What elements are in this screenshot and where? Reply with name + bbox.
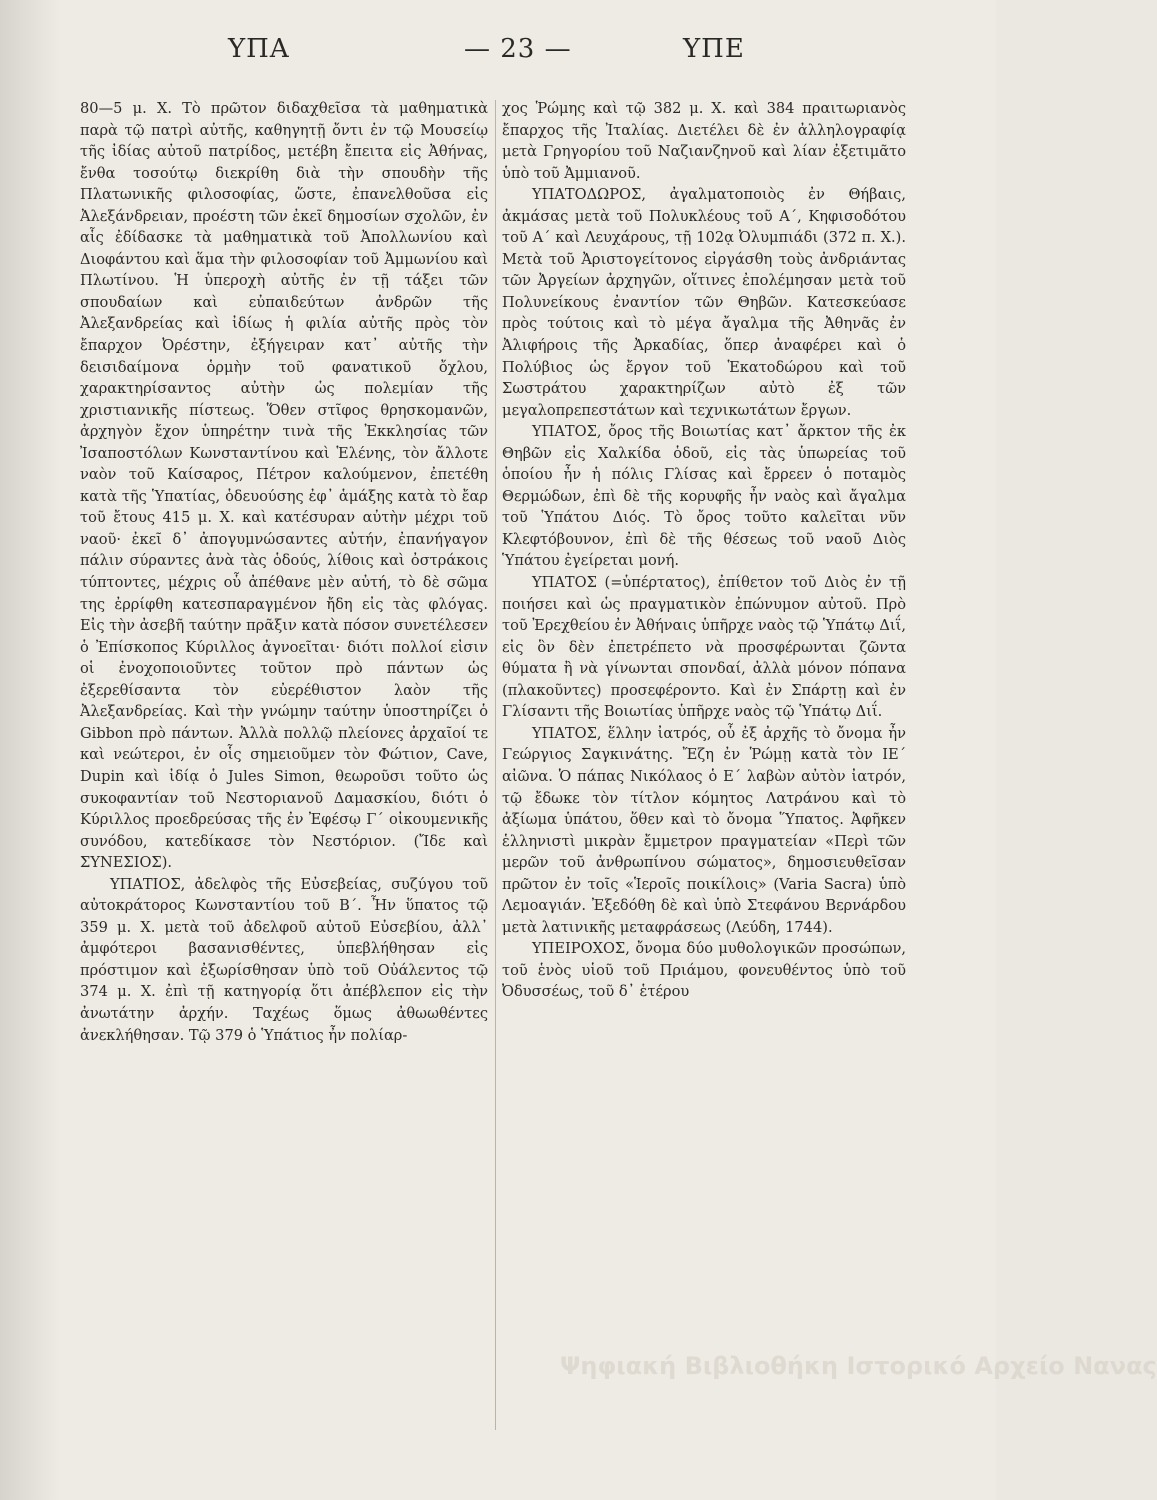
entry-hypatios-continued: χος Ῥώμης καὶ τῷ 382 μ. Χ. καὶ 384 πραιτωριανὸς ἔπαρχος τῆς Ἰταλίας. Διετέλει δὲ ἐν ἀλληλογραφίᾳ μετὰ Γρηγορίου τοῦ Ναζιανζηνοῦ καὶ λίαν ἐξετιμᾶτο ὑπὸ τοῦ Ἀμμιανοῦ. (502, 100, 906, 182)
header-right-guideword: ΥΠΕ (683, 34, 745, 64)
page-number: — 23 — (464, 34, 572, 64)
entry-hypatos-physician: ΥΠΑΤΟΣ, ἕλλην ἰατρός, οὗ ἐξ ἀρχῆς τὸ ὄνομα ἦν Γεώργιος Σαγκινάτης. Ἔζη ἐν Ῥώμῃ κατὰ τὸν ΙΕ´ αἰῶνα. Ὁ πάπας Νικόλαος ὁ Ε´ λαβὼν αὐτὸν ἰατρόν, τῷ ἔδωκε τὸν τίτλον κόμητος Λατράνου καὶ τὸ ἀξίωμα ὑπάτου, ὅθεν καὶ τὸ ὄνομα Ὕπατος. Ἀφῆκεν ἑλληνιστὶ μικρὰν ἔμμετρον πραγματείαν «Περὶ τῶν μερῶν τοῦ ἀνθρωπίνου σώματος», δημοσιευθεῖσαν πρῶτον ἐν τοῖς «Ἱεροῖς ποικίλοις» (Varia Sacra) ὑπὸ Λεμοαγιάν. Ἐξεδόθη δὲ καὶ ὑπὸ Στεφάνου Βερνάρδου μετὰ λατινικῆς μεταφράσεως (Λεύδη, 1744). (502, 724, 906, 936)
header-left-guideword: ΥΠΑ (228, 34, 290, 64)
right-column (502, 98, 906, 1438)
entry-hypatos-mountain: ΥΠΑΤΟΣ, ὄρος τῆς Βοιωτίας κατ᾽ ἄρκτον τῆς ἐκ Θηβῶν εἰς Χαλκίδα ὁδοῦ, εἰς τὰς ὑπωρείας τοῦ ὁποίου ἦν ἡ πόλις Γλίσας καὶ ἔρρεεν ὁ ποταμὸς Θερμώδων, ἐπὶ δὲ τῆς κορυφῆς ἦν ναὸς καὶ ἄγαλμα τοῦ Ὑπάτου Διός. Τὸ ὄρος τοῦτο καλεῖται νῦν Κλεφτόβουνον, ἐπὶ δὲ τῆς θέσεως τοῦ ναοῦ Διὸς Ὑπάτου ἐγείρεται μονή. (502, 423, 906, 570)
entry-hypatia-continued: 80—5 μ. Χ. Τὸ πρῶτον διδαχθεῖσα τὰ μαθηματικὰ παρὰ τῷ πατρὶ αὐτῆς, καθηγητῇ ὄντι ἐν τῷ Μουσείῳ τῆς ἰδίας αὐτοῦ πατρίδος, μετέβη ἔπειτα εἰς Ἀθήνας, ἔνθα τοσούτῳ διεκρίθη διὰ τὴν σπουδὴν τῆς Πλατωνικῆς φιλοσοφίας, ὥστε, ἐπανελθοῦσα εἰς Ἀλεξάνδρειαν, προέστη τῶν ἐκεῖ δημοσίων σχολῶν, ἐν αἷς ἐδίδασκε τὰ μαθηματικὰ τοῦ Ἀπολλωνίου καὶ Διοφάντου καὶ ἅμα τὴν φιλοσοφίαν τοῦ Ἀμμωνίου καὶ Πλωτίνου. Ἡ ὑπεροχὴ αὐτῆς ἐν τῇ τάξει τῶν σπουδαίων καὶ εὐπαιδεύτων ἀνδρῶν τῆς Ἀλεξανδρείας καὶ ἰδίως ἡ φιλία αὐτῆς πρὸς τὸν ἔπαρχον Ὀρέστην, ἐξήγειραν κατ᾽ αὐτῆς τὴν δεισιδαίμονα ὁρμὴν τοῦ φανατικοῦ ὄχλου, χαρακτηρίσαντος αὐτὴν ὡς πολεμίαν τῆς χριστιανικῆς πίστεως. Ὅθεν στῖφος θρησκομανῶν, ἀρχηγὸν ἔχον ὑπηρέτην τινὰ τῆς Ἐκκλησίας τῶν Ἰσαποστόλων Κωνσταντίνου καὶ Ἑλένης, τὸν ἄλλοτε ναὸν τοῦ Καίσαρος, Πέτρον καλούμενον, ἐπετέθη κατὰ τῆς Ὑπατίας, ὁδευούσης ἐφ᾽ ἁμάξης κατὰ τὸ ἔαρ τοῦ ἔτους 415 μ. Χ. καὶ κατέσυραν αὐτὴν μέχρι τοῦ ναοῦ· ἐκεῖ δ᾽ ἀπογυμνώσαντες αὐτήν, ἐπανήγαγον πάλιν σύραντες ἀνὰ τὰς ὁδούς, λίθοις καὶ ὀστράκοις τύπτοντες, μέχρις οὗ ἀπέθανε μὲν αὐτή, τὸ δὲ σῶμα της ἐρρίφθη κατεσπαραγμένον ἤδη εἰς τὰς φλόγας. Εἰς τὴν ἀσεβῆ ταύτην πρᾶξιν κατὰ πόσον συνετέλεσεν ὁ Ἐπίσκοπος Κύριλλος ἀγνοεῖται· διότι πολλοί εἰσιν οἱ ἐνοχοποιοῦντες τοῦτον πρὸ πάντων ὡς ἐξερεθίσαντα τὸν εὐερέθιστον λαὸν τῆς Ἀλεξανδρείας. Καὶ τὴν γνώμην ταύτην ὑποστηρίζει ὁ Gibbon πρὸ πάντων. Ἀλλὰ πολλῷ πλείονες ἀρχαῖοί τε καὶ νεώτεροι, ἐν οἷς σημειοῦμεν τὸν Φώτιον, Cave, Dupin καὶ ἰδίᾳ ὁ Jules Simon, θεωροῦσι τοῦτο ὡς συκοφαντίαν τοῦ Νεστοριανοῦ Δαμασκίου, διότι ὁ Κύριλλος προεδρεύσας τῆς ἐν Ἐφέσῳ Γ´ οἰκουμενικῆς συνόδου, κατεδίκασε τὸν Νεστόριον. (Ἴδε καὶ ΣΥΝΕΣΙΟΣ). (80, 100, 488, 872)
column-divider (495, 100, 496, 1430)
entry-hypeirochos: ΥΠΕΙΡΟΧΟΣ, ὄνομα δύο μυθολογικῶν προσώπων, τοῦ ἑνὸς υἱοῦ τοῦ Πριάμου, φονευθέντος ὑπὸ τοῦ Ὀδυσσέως, τοῦ δ᾽ ἑτέρου (502, 940, 906, 1001)
left-column (80, 98, 488, 1438)
entry-hypatos-epithet: ΥΠΑΤΟΣ (=ὑπέρτατος), ἐπίθετον τοῦ Διὸς ἐν τῇ ποιήσει καὶ ὡς πραγματικὸν ἐπώνυμον αὐτοῦ. Πρὸ τοῦ Ἐρεχθείου ἐν Ἀθήναις ὑπῆρχε ναὸς τῷ Ὑπάτῳ Διΐ, εἰς ὃν δὲν ἐπετρέπετο νὰ προσφέρωνται ζῶντα θύματα ἢ νὰ γίνωνται σπονδαί, ἀλλὰ μόνον πόπανα (πλακοῦντες) προσεφέροντο. Καὶ ἐν Σπάρτῃ καὶ ἐν Γλίσαντι τῆς Βοιωτίας ὑπῆρχε ναὸς τῷ Ὑπάτῳ Διΐ. (502, 574, 906, 721)
running-header (0, 34, 996, 84)
gutter-shadow (0, 0, 60, 1500)
library-watermark: Ψηφιακή Βιβλιοθήκη Ιστορικό Αρχείο Νανας (560, 1352, 1157, 1380)
entry-hypatodoros: ΥΠΑΤΟΔΩΡΟΣ, ἀγαλματοποιὸς ἐν Θήβαις, ἀκμάσας μετὰ τοῦ Πολυκλέους τοῦ Α´, Κηφισοδότου τοῦ Α´ καὶ Λευχάρους, τῇ 102ᾳ Ὀλυμπιάδι (372 π. Χ.). Μετὰ τοῦ Ἀριστογείτονος εἰργάσθη τοὺς ἀνδριάντας τῶν Ἀργείων ἀρχηγῶν, οἵτινες ἐπολέμησαν μετὰ τοῦ Πολυνείκους ἐναντίον τῶν Θηβῶν. Κατεσκεύασε πρὸς τούτοις καὶ τὸ μέγα ἄγαλμα τῆς Ἀθηνᾶς ἐν Ἀλιφήροις τῆς Ἀρκαδίας, ὅπερ ἀναφέρει καὶ ὁ Πολύβιος ὡς ἔργον τοῦ Ἑκατοδώρου καὶ τοῦ Σωστράτου χαρακτηρίζων αὐτὸ ἐξ τῶν μεγαλοπρεπεστάτων καὶ τεχνικωτάτων ἔργων. (502, 186, 906, 419)
entry-hypatios: ΥΠΑΤΙΟΣ, ἀδελφὸς τῆς Εὐσεβείας, συζύγου τοῦ αὐτοκράτορος Κωνσταντίου τοῦ Β´. Ἦν ὕπατος τῷ 359 μ. Χ. μετὰ τοῦ ἀδελφοῦ αὐτοῦ Εὐσεβίου, ἀλλ᾽ ἀμφότεροι βασανισθέντες, ὑπεβλήθησαν εἰς πρόστιμον καὶ ἐξωρίσθησαν ὑπὸ τοῦ Οὐάλεντος τῷ 374 μ. Χ. ἐπὶ τῇ κατηγορίᾳ ὅτι ἀπέβλεπον εἰς τὴν ἀνωτάτην ἀρχήν. Ταχέως ὅμως ἀθωωθέντες ἀνεκλήθησαν. Τῷ 379 ὁ Ὑπάτιος ἦν πολίαρ- (80, 875, 488, 1044)
